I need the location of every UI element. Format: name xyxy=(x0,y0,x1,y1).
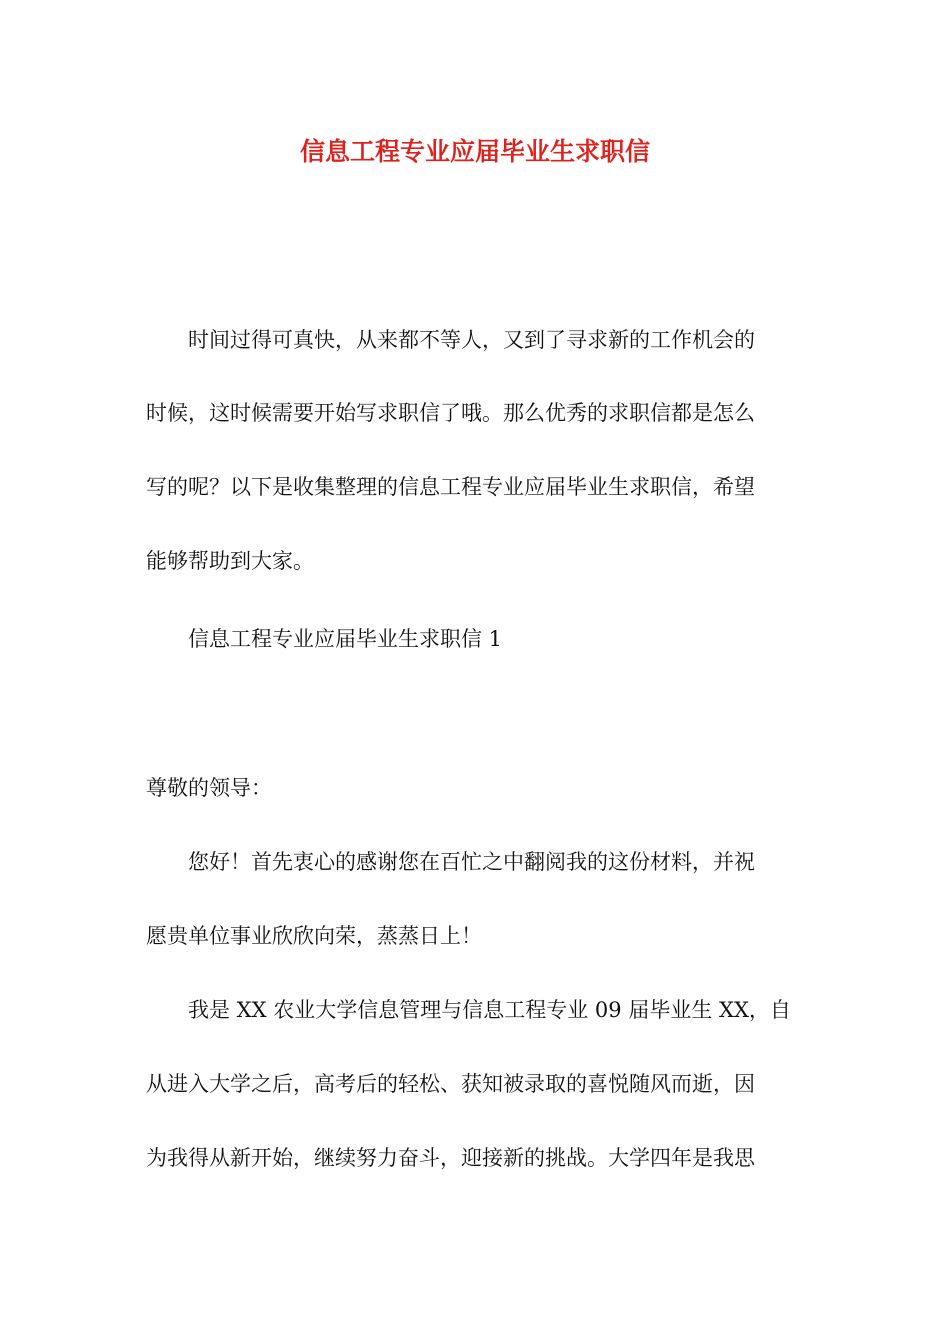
intro-line-2: 时候，这时候需要开始写求职信了哦。那么优秀的求职信都是怎么 xyxy=(146,401,755,425)
intro-line-3: 写的呢？以下是收集整理的信息工程专业应届毕业生求职信，希望 xyxy=(146,475,755,499)
salutation: 尊敬的领导： xyxy=(146,776,272,800)
body-line-2: 从进入大学之后，高考后的轻松、获知被录取的喜悦随风而逝，因 xyxy=(146,1072,755,1096)
greeting-line-1: 您好！首先衷心的感谢您在百忙之中翻阅我的这份材料，并祝 xyxy=(188,850,755,874)
greeting-line-2: 愿贵单位事业欣欣向荣，蒸蒸日上！ xyxy=(146,924,482,948)
document-title: 信息工程专业应届毕业生求职信 xyxy=(299,137,650,166)
body-line-3: 为我得从新开始，继续努力奋斗，迎接新的挑战。大学四年是我思 xyxy=(146,1146,755,1170)
section-heading: 信息工程专业应届毕业生求职信 1 xyxy=(188,627,503,651)
intro-line-4: 能够帮助到大家。 xyxy=(146,549,314,573)
body-line-1: 我是 XX 农业大学信息管理与信息工程专业 09 届毕业生 XX，自 xyxy=(188,998,791,1022)
intro-line-1: 时间过得可真快，从来都不等人，又到了寻求新的工作机会的 xyxy=(188,328,755,352)
